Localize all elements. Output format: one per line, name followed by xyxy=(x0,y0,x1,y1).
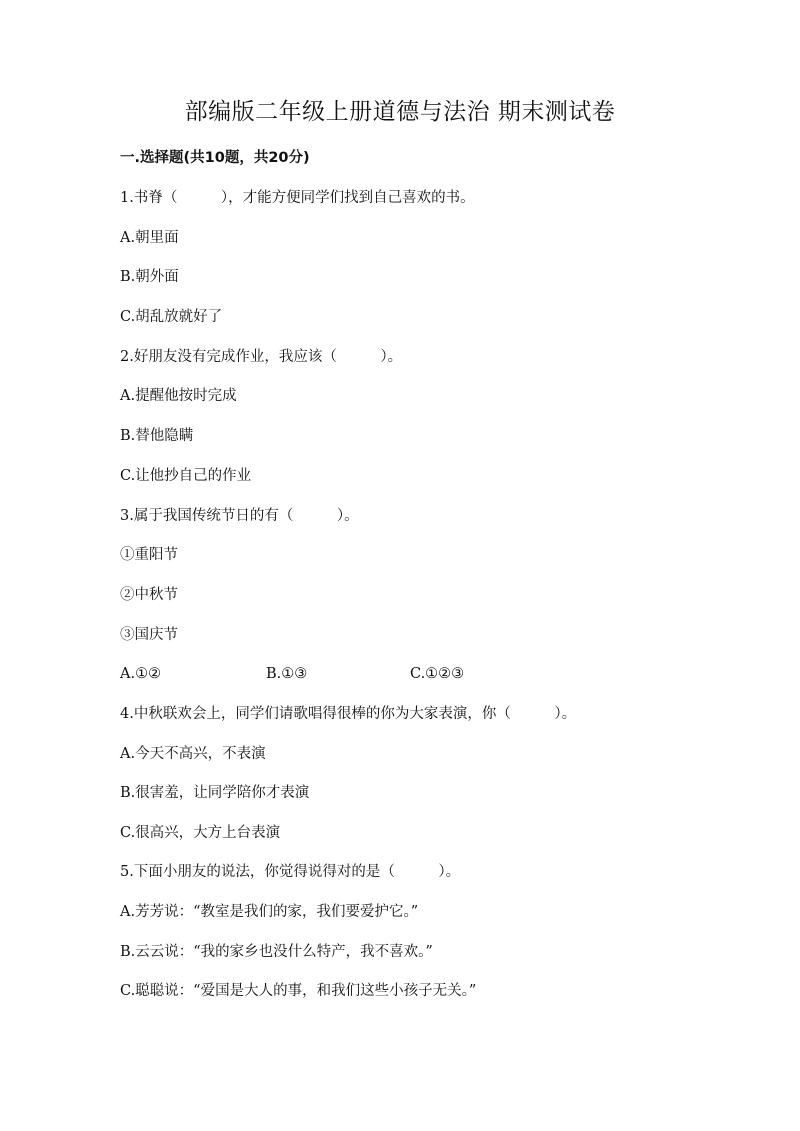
question-1-option-b: B.朝外面 xyxy=(120,269,179,285)
question-3-item-2: ②中秋节 xyxy=(120,587,178,603)
question-5-stem: 5.下面小朋友的说法，你觉得说得对的是（ ）。 xyxy=(120,864,461,880)
question-3-option-b: B.①③ xyxy=(266,666,308,682)
exam-title: 部编版二年级上册道德与法治 期末测试卷 xyxy=(184,99,616,125)
question-2-option-c: C.让他抄自己的作业 xyxy=(120,468,252,484)
question-3-item-3: ③国庆节 xyxy=(120,627,178,643)
question-3-item-1: ①重阳节 xyxy=(120,547,178,563)
question-5-option-a: A.芳芳说：“教室是我们的家，我们要爱护它。” xyxy=(120,904,419,920)
question-1-option-a: A.朝里面 xyxy=(120,230,179,246)
question-3-option-a: A.①② xyxy=(120,666,162,682)
question-4-stem: 4.中秋联欢会上，同学们请歌唱得很棒的你为大家表演，你（ ）。 xyxy=(120,706,577,722)
question-1-option-c: C.胡乱放就好了 xyxy=(120,309,223,325)
question-2-option-a: A.提醒他按时完成 xyxy=(120,388,237,404)
section-heading: 一.选择题(共10题，共20分) xyxy=(120,150,310,166)
question-4-option-c: C.很高兴，大方上台表演 xyxy=(120,825,281,841)
question-3-stem: 3.属于我国传统节日的有（ ）。 xyxy=(120,508,359,524)
question-3-options-row xyxy=(120,662,720,686)
question-5-option-b: B.云云说：“我的家乡也没什么特产，我不喜欢。” xyxy=(120,944,433,960)
question-3-option-c: C.①②③ xyxy=(410,666,465,682)
question-2-stem: 2.好朋友没有完成作业，我应该（ ）。 xyxy=(120,349,403,365)
question-4-option-a: A.今天不高兴，不表演 xyxy=(120,746,266,762)
question-4-option-b: B.很害羞，让同学陪你才表演 xyxy=(120,785,310,801)
question-5-option-c: C.聪聪说：“爱国是大人的事，和我们这些小孩子无关。” xyxy=(120,983,477,999)
question-1-stem: 1.书脊（ ），才能方便同学们找到自己喜欢的书。 xyxy=(120,190,475,206)
question-2-option-b: B.替他隐瞒 xyxy=(120,428,194,444)
